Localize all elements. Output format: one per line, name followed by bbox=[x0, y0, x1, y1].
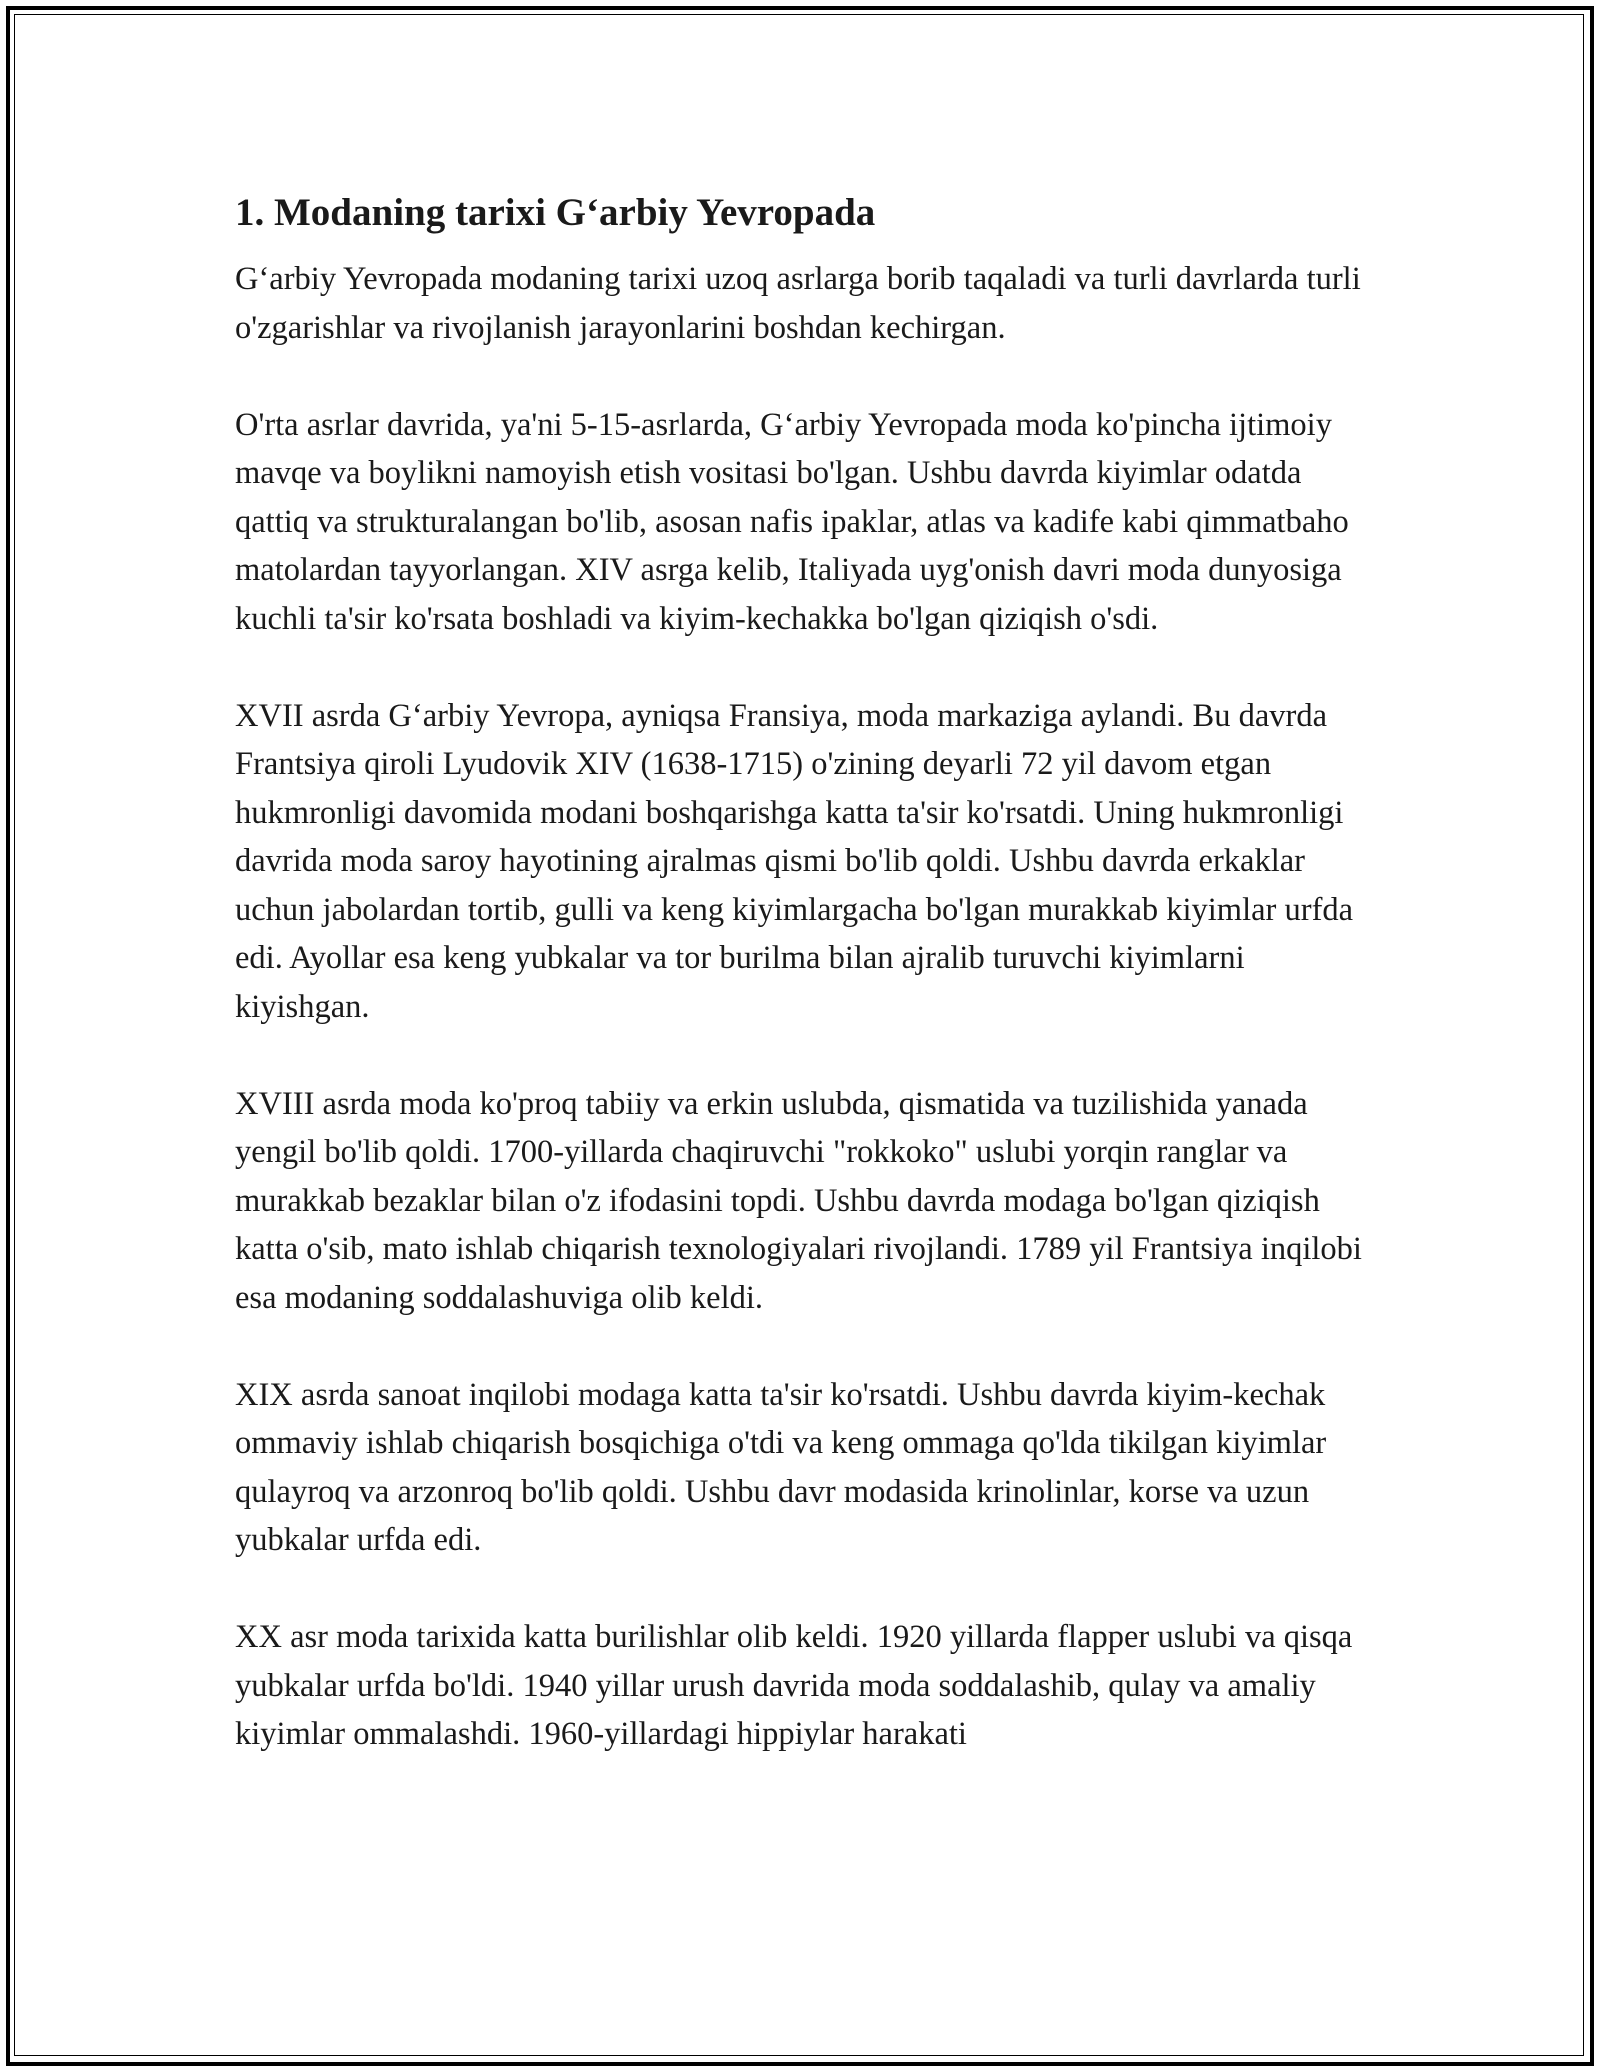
paragraph-18th-century: XVIII asrda moda ko'proq tabiiy va erkin uslubda, qismatida va tuzilishida yanada yengil bo'lib qoldi. 1700-yillarda chaqiruvchi "rokkoko" uslubi yorqin ranglar va murakkab bezaklar bilan o'z ifodasini topdi. Ushbu davrda modaga bo'lgan qiziqish katta o'sib, mato ishlab chiqarish texnologiyalari rivojlandi. 1789 yil Frantsiya inqilobi esa modaning soddalashuviga olib keldi. bbox=[235, 1085, 1362, 1316]
section-heading: 1. Modaning tarixi G‘arbiy Yevropada bbox=[235, 191, 876, 234]
paragraph-17th-century: XVII asrda G‘arbiy Yevropa, ayniqsa Fransiya, moda markaziga aylandi. Bu davrda Frantsiya qiroli Lyudovik XIV (1638-1715) o'zining deyarli 72 yil davom etgan hukmronligi davomida modani boshqarishga katta ta'sir ko'rsatdi. Uning hukmronligi davrida moda saroy hayotining ajralmas qismi bo'lib qoldi. Ushbu davrda erkaklar uchun jabolardan tortib, gulli va keng kiyimlargacha bo'lgan murakkab kiyimlar urfda edi. Ayollar esa keng yubkalar va tor burilma bilan ajralib turuvchi kiyimlarni kiyishgan. bbox=[235, 697, 1354, 1025]
paragraph-middle-ages: O'rta asrlar davrida, ya'ni 5-15-asrlarda, G‘arbiy Yevropada moda ko'pincha ijtimoiy mavqe va boylikni namoyish etish vositasi bo'lgan. Ushbu davrda kiyimlar odatda qattiq va strukturalangan bo'lib, asosan nafis ipaklar, atlas va kadife kabi qimmatbaho matolardan tayyorlangan. XIV asrga kelib, Italiyada uyg'onish davri moda dunyosiga kuchli ta'sir ko'rsata boshladi va kiyim-kechakka bo'lgan qiziqish o'sdi. bbox=[235, 406, 1349, 637]
paragraph-19th-century: XIX asrda sanoat inqilobi modaga katta ta'sir ko'rsatdi. Ushbu davrda kiyim-kechak ommaviy ishlab chiqarish bosqichiga o'tdi va keng ommaga qo'lda tikilgan kiyimlar qulayroq va arzonroq bo'lib qoldi. Ushbu davr modasida krinolinlar, korse va uzun yubkalar urfda edi. bbox=[235, 1376, 1327, 1558]
paragraph-20th-century: XX asr moda tarixida katta burilishlar olib keldi. 1920 yillarda flapper uslubi va qisqa yubkalar urfda bo'ldi. 1940 yillar urush davrida moda soddalashib, qulay va amaliy kiyimlar ommalashdi. 1960-yillardagi hippiylar harakati bbox=[235, 1619, 1353, 1752]
document-body bbox=[235, 185, 1375, 1807]
paragraph-intro: G‘arbiy Yevropada modaning tarixi uzoq asrlarga borib taqaladi va turli davrlarda turli o'zgarishlar va rivojlanish jarayonlarini boshdan kechirgan. bbox=[235, 261, 1361, 346]
